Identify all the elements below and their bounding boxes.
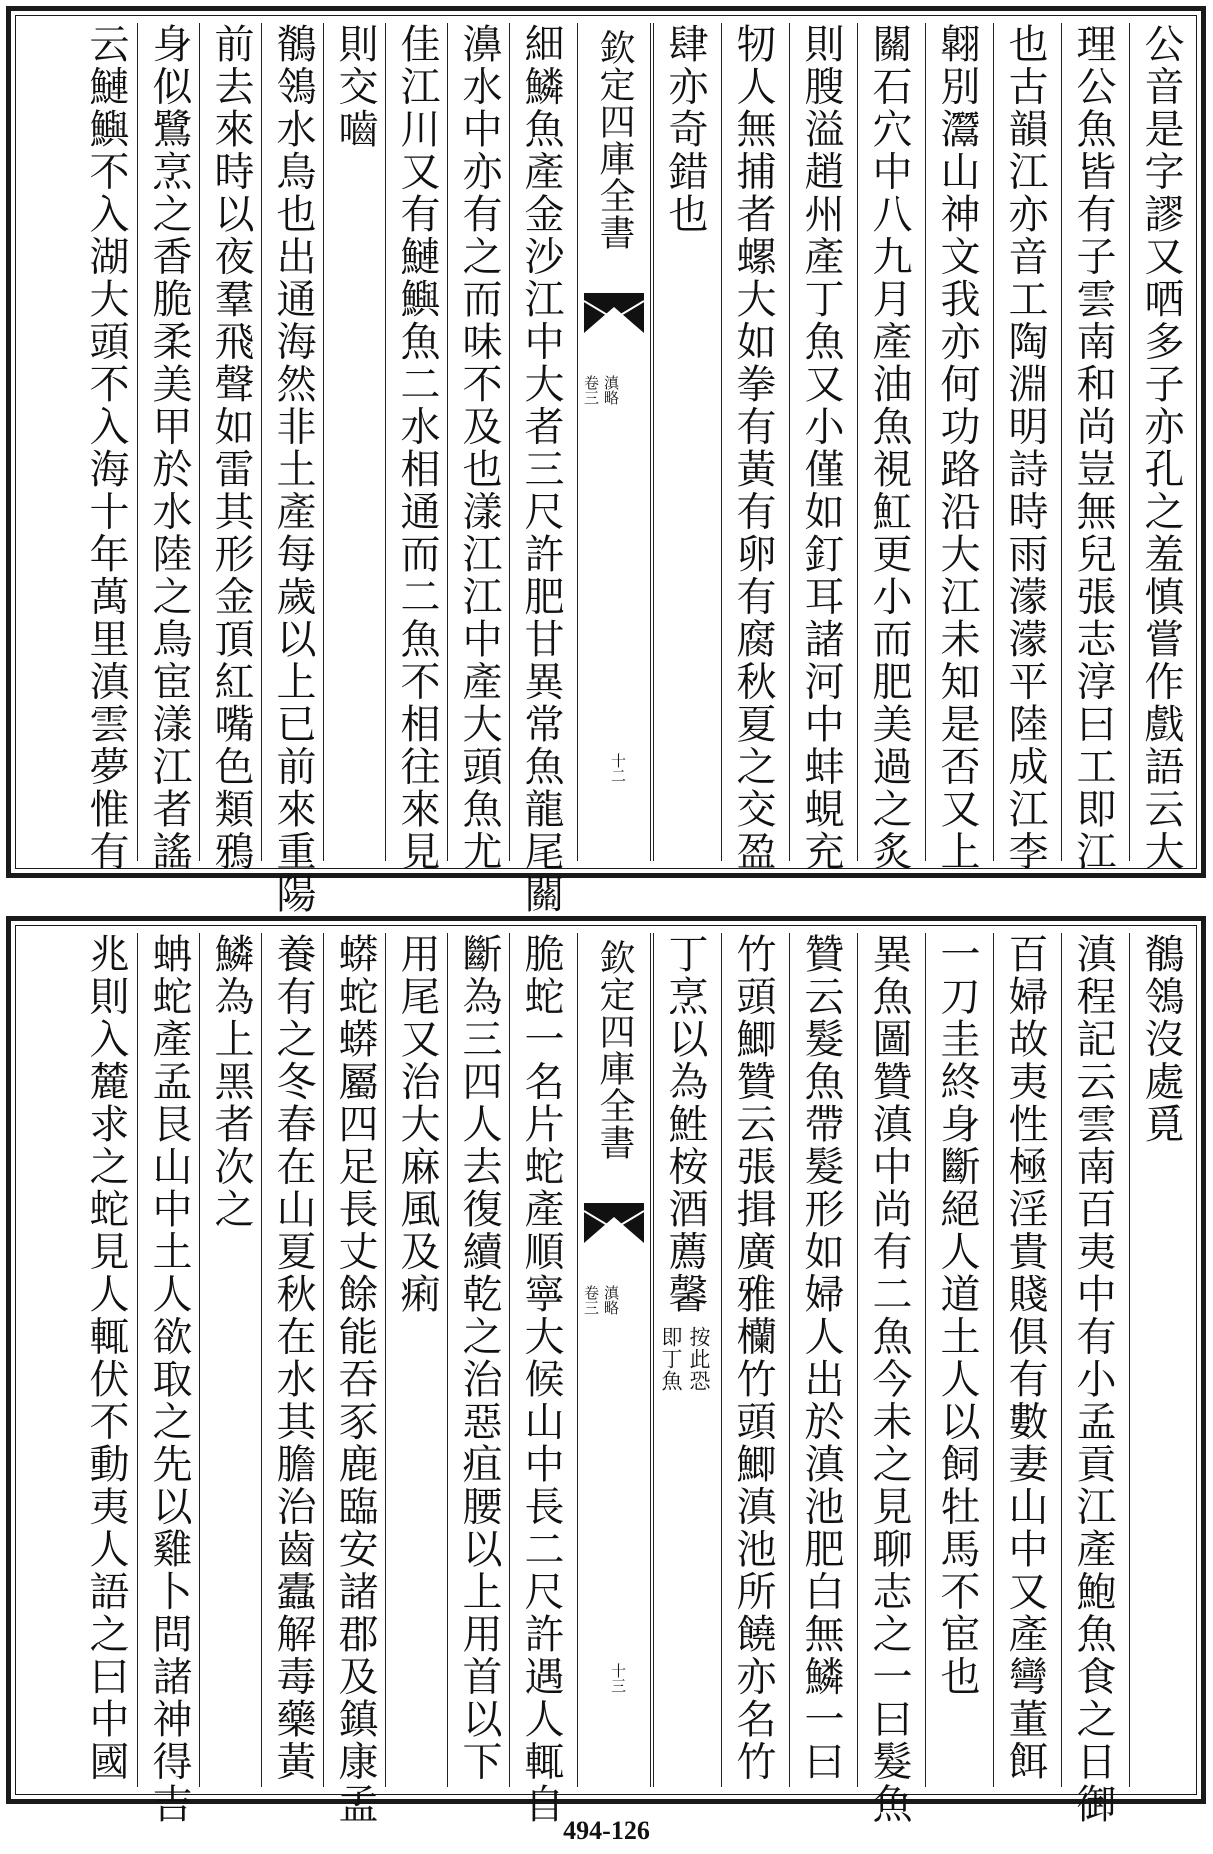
column-text: 百婦故夷性極淫貴賤俱有數妻山中又產彎董餌 bbox=[1002, 933, 1048, 1783]
text-column bbox=[1129, 23, 1192, 873]
text-column bbox=[993, 23, 1056, 873]
volume-label bbox=[582, 1285, 620, 1315]
column-text: 丁烹以為鮏桉酒薦馨 bbox=[662, 933, 708, 1316]
text-column bbox=[261, 23, 324, 916]
text-column bbox=[653, 23, 716, 861]
column-text: 前去來時以夜羣飛聲如雷其形金頂紅嘴色類鴉 bbox=[208, 23, 254, 873]
volume-label bbox=[582, 375, 620, 405]
book-label: 滇略 bbox=[602, 1285, 620, 1315]
column-text: 鶺鴒水鳥也出通海然非土產每歲以上已前來重陽 bbox=[270, 23, 316, 916]
text-column bbox=[75, 933, 137, 1787]
text-column bbox=[509, 933, 572, 1826]
column-text: 關石穴中八九月產油魚視魟更小而肥美過之炙 bbox=[866, 23, 912, 873]
text-column bbox=[925, 933, 988, 1787]
text-column bbox=[789, 933, 852, 1787]
text-column bbox=[721, 23, 784, 873]
column-text: 牣人無捕者螺大如拳有黃有卵有腐秋夏之交盈 bbox=[730, 23, 776, 873]
column-text: 兆則入麓求之蛇見人輒伏不動夷人語之曰中國 bbox=[83, 933, 129, 1783]
column-text: 斷為三四人去復續乾之治惡疽腰以上用首以下 bbox=[456, 933, 502, 1783]
library-title: 欽定四庫全書 bbox=[594, 29, 635, 251]
bottom-page-frame bbox=[6, 916, 1206, 1826]
text-column bbox=[721, 933, 784, 1787]
column-text: 用尾又治大麻風及痢 bbox=[394, 933, 440, 1316]
text-column bbox=[1061, 23, 1124, 873]
library-title: 欽定四庫全書 bbox=[594, 939, 635, 1161]
text-column bbox=[261, 933, 324, 1787]
column-text: 也古韻江亦音工陶淵明詩時雨濛濛平陸成江李 bbox=[1002, 23, 1048, 873]
column-text: 蟒蛇蟒屬四足長丈餘能吞豕鹿臨安諸郡及鎮康孟 bbox=[332, 933, 378, 1826]
text-column bbox=[447, 933, 510, 1787]
column-text: 一刀圭終身斷絕人道土人以飼牡馬不宦也 bbox=[934, 933, 980, 1698]
top-page-frame bbox=[6, 6, 1206, 916]
column-text: 蚺蛇產孟艮山中土人欲取之先以雞卜問諸神得吉 bbox=[146, 933, 192, 1826]
page-number: 十三 bbox=[609, 1663, 627, 1693]
fishtail-mark-icon bbox=[584, 293, 644, 333]
text-column bbox=[323, 933, 386, 1826]
text-column bbox=[199, 23, 262, 873]
scan-page-id: 494-126 bbox=[563, 1816, 650, 1845]
text-column bbox=[199, 933, 262, 1787]
volume-number: 卷三 bbox=[582, 375, 600, 405]
column-text: 養有之冬春在山夏秋在水其膽治齒蠹解毒藥黃 bbox=[270, 933, 316, 1783]
column-text: 贊云髮魚帶髮形如婦人出於滇池肥白無鱗一曰 bbox=[798, 933, 844, 1783]
column-text: 云鰱鱮不入湖大頭不入海十年萬里滇雲夢惟有 bbox=[83, 23, 129, 873]
inline-annotation bbox=[658, 1326, 712, 1392]
text-column bbox=[75, 23, 137, 873]
text-column bbox=[789, 23, 852, 873]
text-column bbox=[323, 23, 386, 861]
column-text: 異魚圖贊滇中尚有二魚今未之見聊志之一曰髮魚 bbox=[866, 933, 912, 1826]
text-column bbox=[925, 23, 988, 873]
column-text: 濞水中亦有之而味不及也漾江江中產大頭魚尤 bbox=[456, 23, 502, 873]
column-text: 脆蛇一名片蛇產順寧大候山中長二尺許遇人輒自 bbox=[518, 933, 564, 1826]
annotation-line: 即丁魚 bbox=[659, 1325, 683, 1392]
column-text: 鶺鴒沒處覓 bbox=[1138, 933, 1184, 1146]
text-column bbox=[137, 933, 200, 1826]
text-column bbox=[447, 23, 510, 873]
column-text: 鱗為上黑者次之 bbox=[208, 933, 254, 1231]
text-column bbox=[1061, 933, 1124, 1826]
column-text: 翺別灊山神文我亦何功路沿大江未知是否又上 bbox=[934, 23, 980, 873]
page-header-strip bbox=[577, 933, 651, 1787]
text-column bbox=[1129, 933, 1192, 1787]
column-text: 細鱗魚產金沙江中大者三尺許肥甘異常魚龍尾關 bbox=[518, 23, 564, 916]
text-column bbox=[137, 23, 200, 873]
column-text: 則膄溢趙州產丁魚又小僅如釘耳諸河中蚌蜆充 bbox=[798, 23, 844, 873]
column-text: 公音是字謬又哂多子亦孔之羞慎嘗作戲語云大 bbox=[1138, 23, 1184, 873]
text-column bbox=[857, 933, 920, 1826]
volume-number: 卷三 bbox=[582, 1285, 600, 1315]
annotation-line: 按此恐 bbox=[687, 1325, 711, 1392]
column-text: 則交嚙 bbox=[332, 23, 378, 151]
column-text: 肆亦奇錯也 bbox=[662, 23, 708, 236]
column-text: 理公魚皆有子雲南和尚豈無兒張志淳曰工即江 bbox=[1070, 23, 1116, 873]
page-header-strip bbox=[577, 23, 651, 861]
column-text: 竹頭鯽贊云張揖廣雅欗竹頭鯽滇池所饒亦名竹 bbox=[730, 933, 776, 1783]
text-column bbox=[857, 23, 920, 873]
text-column bbox=[509, 23, 572, 916]
column-text: 滇程記云雲南百夷中有小孟貢江產鮑魚食之日御 bbox=[1070, 933, 1116, 1826]
column-text: 身似鷺烹之香脆柔美甲於水陸之鳥宦漾江者謠 bbox=[146, 23, 192, 873]
text-column bbox=[385, 23, 448, 873]
page-number: 十二 bbox=[609, 753, 627, 783]
text-column bbox=[993, 933, 1056, 1787]
fishtail-mark-icon bbox=[584, 1203, 644, 1243]
text-column-with-note bbox=[653, 933, 716, 1787]
text-column bbox=[385, 933, 448, 1787]
column-text: 佳江川又有鰱鱮魚二水相通而二魚不相往來見 bbox=[394, 23, 440, 873]
book-label: 滇略 bbox=[602, 375, 620, 405]
